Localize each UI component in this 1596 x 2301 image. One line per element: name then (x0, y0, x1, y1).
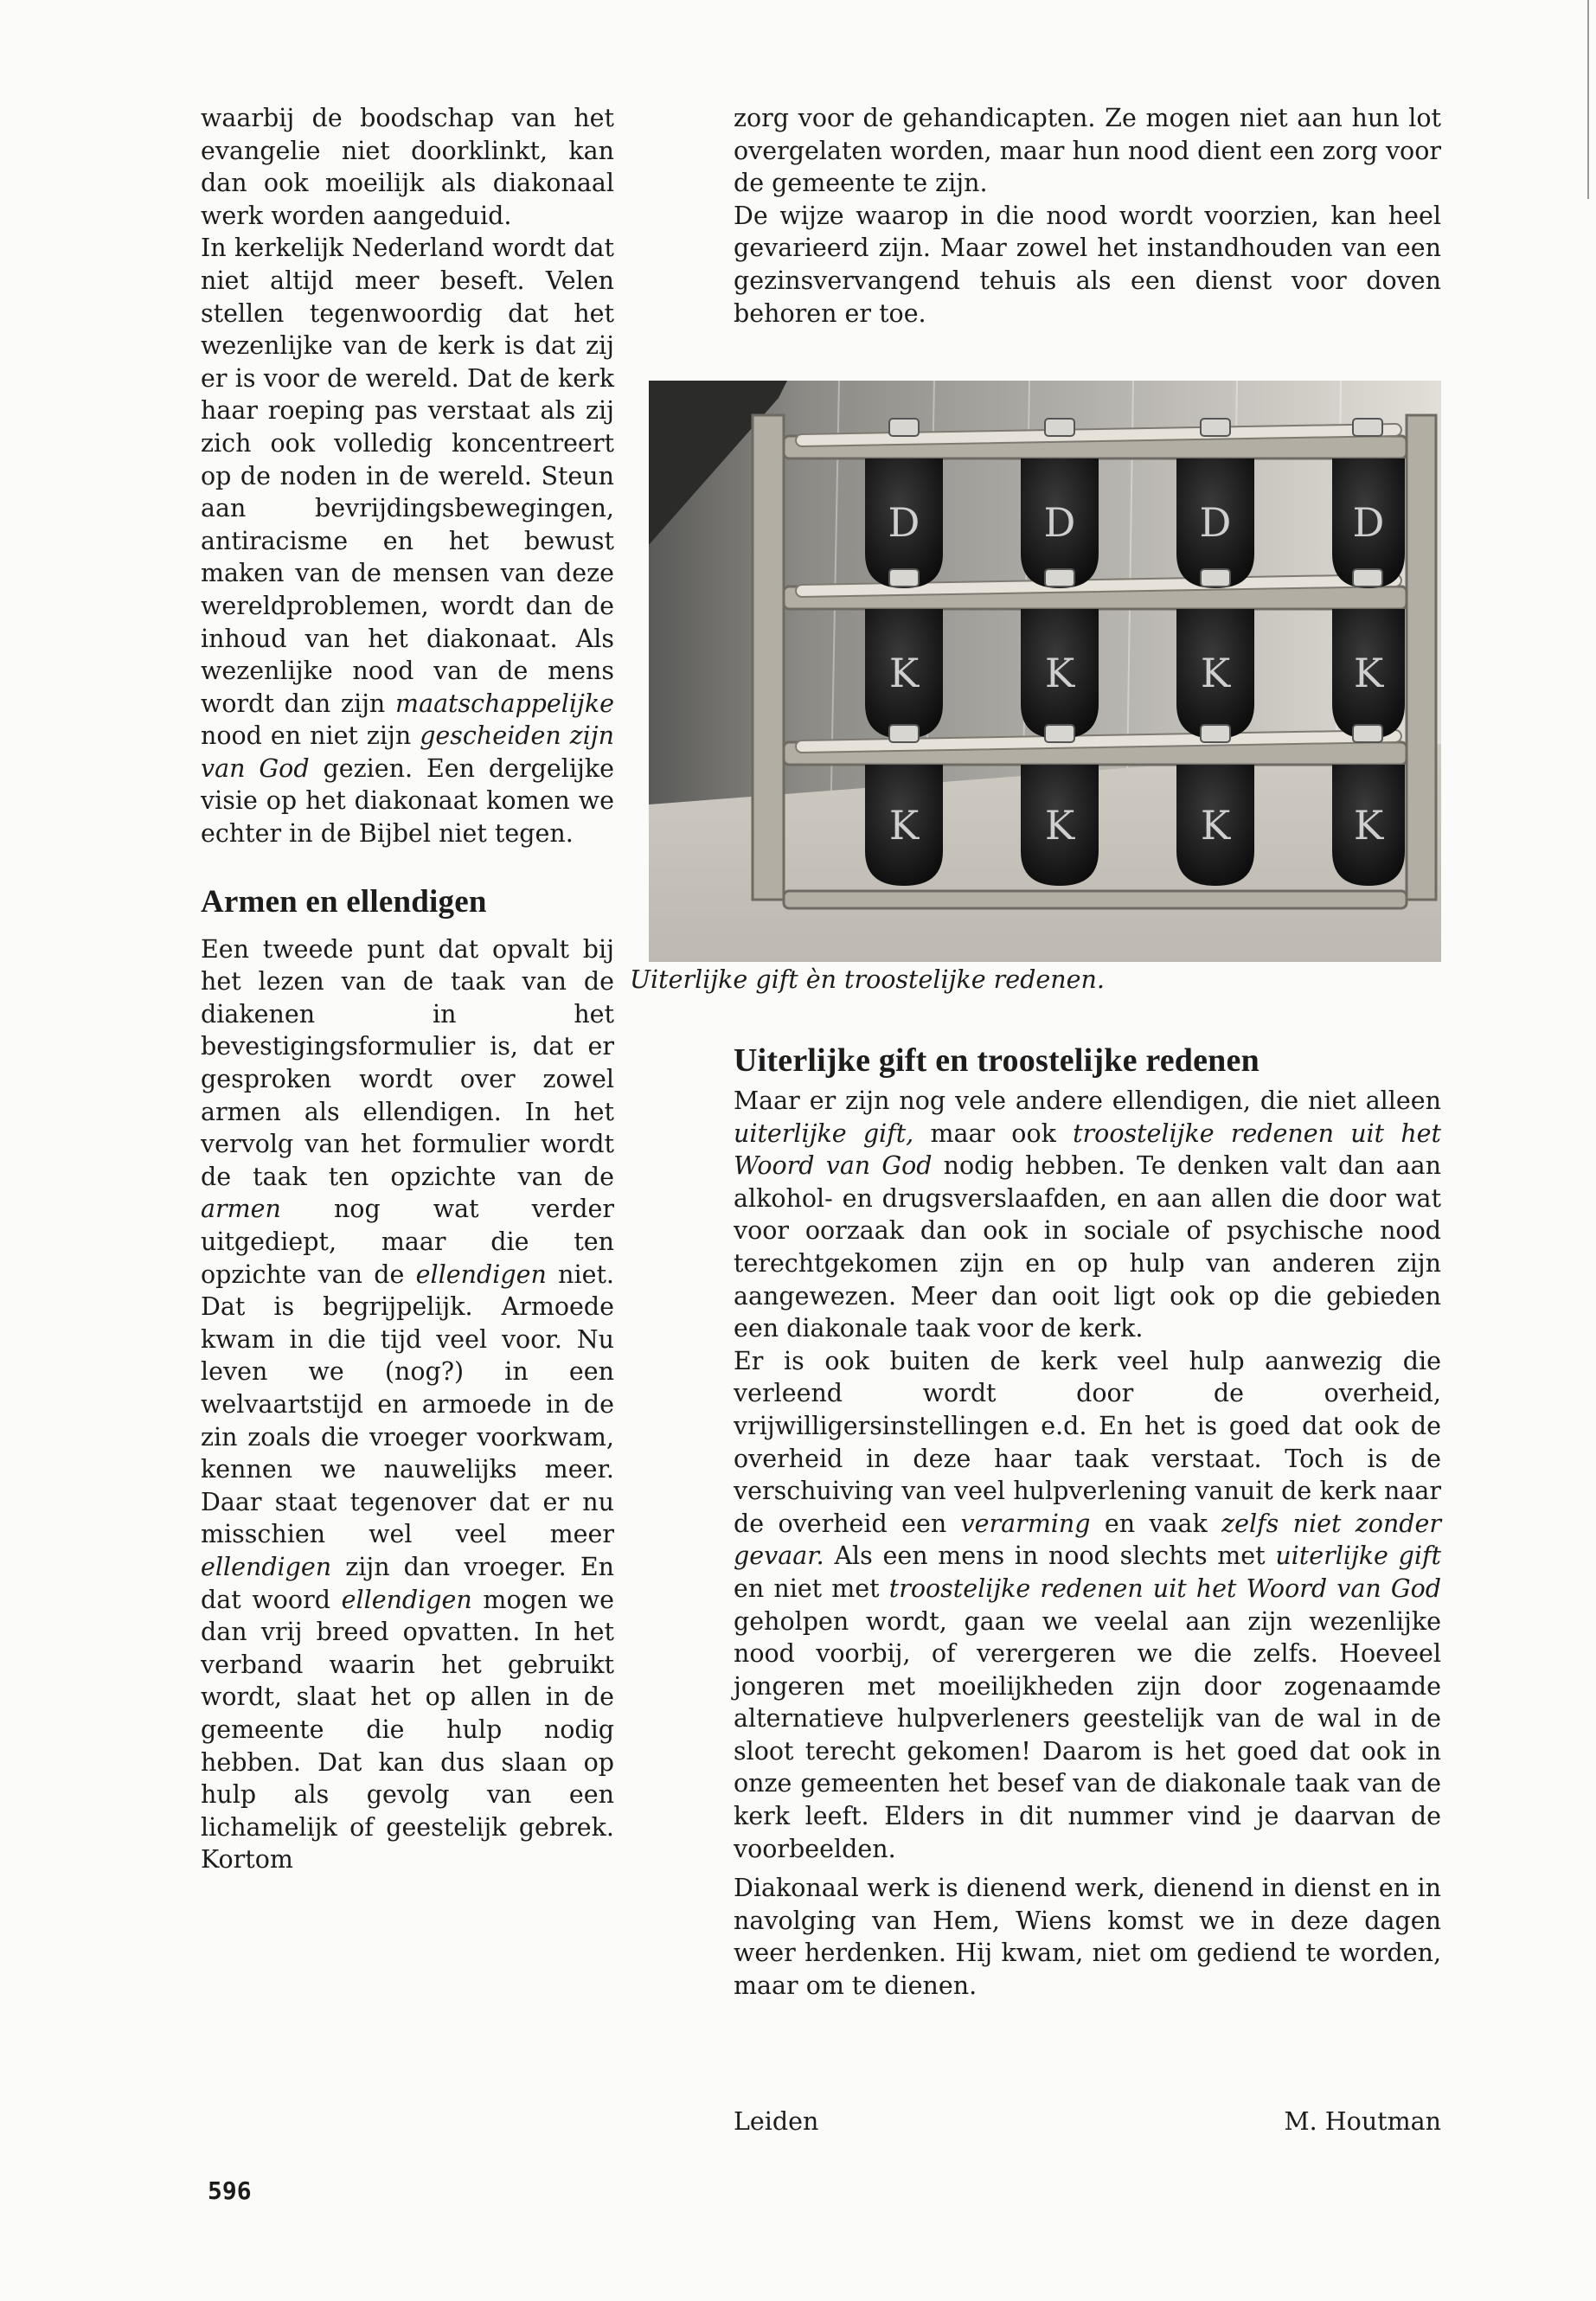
right-column-top (734, 102, 1441, 330)
bag-label: K (1353, 650, 1384, 696)
right-paragraph-1: zorg voor de gehandicapten. Ze mogen niet aan hun lot overgelaten worden, maar hun nood dient een zorg voor de gemeente te zijn. (734, 104, 1441, 198)
section-heading-uiterlijke-gift: Uiterlijke gift en troostelijke redenen (734, 1042, 1259, 1079)
bag-label: K (888, 650, 920, 696)
right-paragraph-3: Maar er zijn nog vele andere ellendigen, die niet alleen uiterlijke gift, maar ook troostelijke redenen uit het Woord van God nodig hebben. Te denken valt dan aan alkohol- en drugsverslaafden, en aan allen die door wat voor oorzaak dan ook in sociale of psychische nood terechtgekomen zijn en op hulp van anderen zijn aangewezen. Meer dan ooit ligt ook op die gebieden een diakonale taak voor de kerk. (734, 1086, 1441, 1343)
signature-place: Leiden (734, 2107, 819, 2136)
bag-label: D (888, 499, 920, 546)
signature-line (734, 2106, 1441, 2138)
left-column (201, 102, 614, 1876)
left-paragraph-3: Een tweede punt dat opvalt bij het lezen van de taak van de diakenen in het bevestigingsformulier is, dat er gesproken wordt over zowel armen als ellendigen. In het vervolg van het formulier wordt de taak ten opzichte van de armen nog wat verder uitgediept, maar die ten opzichte van de ellendigen niet. Dat is begrijpelijk. Armoede kwam in die tijd veel voor. Nu leven we (nog?) in een welvaartstijd en armoede in de zin zoals die vroeger voorkwam, kennen we nauwelijks meer. Daar staat tegenover dat er nu misschien wel veel meer ellendigen zijn dan vroeger. En dat woord ellendigen mogen we dan vrij breed opvatten. In het verband waarin het gebruikt wordt, slaat het op allen in de gemeente die hulp nodig hebben. Dat kan dus slaan op hulp als gevolg van een lichamelijk of geestelijk gebrek. Kortom (201, 934, 615, 1875)
bag-label: K (1200, 650, 1231, 696)
photo-illustration (649, 381, 1441, 962)
right-paragraph-5: Diakonaal werk is dienend werk, dienend in dienst en in navolging van Hem, Wiens komst we in deze dagen weer herdenken. Hij kwam, niet om gediend te worden, maar om te dienen. (734, 1874, 1441, 2001)
left-paragraph-2: In kerkelijk Nederland wordt dat niet altijd meer beseft. Velen stellen tegenwoordig dat het wezenlijke van de kerk is dat zij er is voor de wereld. Dat de kerk haar roeping pas verstaat als zij zich ook volledig koncentreert op de noden in de wereld. Steun aan bevrijdingsbewegingen, antiracisme en het bewust maken van de mensen van deze wereldproblemen, wordt dan de inhoud van het diakonaat. Als wezenlijke nood van de mens wordt dan zijn maatschappelijke nood en niet zijn gescheiden zijn van God gezien. Een dergelijke visie op het diakonaat komen we echter in de Bijbel niet tegen. (201, 234, 614, 849)
bag-label: K (1044, 802, 1075, 849)
page-edge-line (1587, 0, 1589, 199)
bag-label: K (1044, 650, 1075, 696)
signature-author: M. Houtman (1284, 2107, 1441, 2136)
bag-label: K (1200, 802, 1231, 849)
bag-label: D (1199, 499, 1232, 546)
photo-collection-bags (649, 381, 1441, 962)
photo-caption: Uiterlijke gift èn troostelijke redenen. (630, 965, 1105, 994)
bag-label: D (1043, 499, 1076, 546)
bag-label: D (1352, 499, 1385, 546)
bag-label: K (888, 802, 920, 849)
right-paragraph-2: De wijze waarop in die nood wordt voorzien, kan heel gevarieerd zijn. Maar zowel het instandhouden van een gezinsvervangend tehuis als een dienst voor doven behoren er toe. (734, 201, 1441, 328)
right-paragraph-4: Er is ook buiten de kerk veel hulp aanwezig die verleend wordt door de overheid, vrijwilligersinstellingen e.d. En het is goed dat ook de overheid in deze haar taak verstaat. Toch is de verschuiving van veel hulpverlening vanuit de kerk naar de overheid een verarming en vaak zelfs niet zonder gevaar. Als een mens in nood slechts met uiterlijke gift en niet met troostelijke redenen uit het Woord van God geholpen wordt, gaan we veelal aan zijn wezenlijke nood voorbij, of verergeren we die zelfs. Hoeveel jongeren met moeilijkheden zijn door zogenaamde alternatieve hulpverleners geestelijk van de wal in de sloot terecht gekomen! Daarom is het goed dat ook in onze gemeenten het besef van de diakonale taak van de kerk leeft. Elders in dit nummer vind je daarvan de voorbeelden. (734, 1346, 1441, 1863)
page-number: 596 (208, 2176, 252, 2205)
section-heading-armen: Armen en ellendigen (201, 883, 487, 920)
left-paragraph-1: waarbij de boodschap van het evangelie niet doorklinkt, kan dan ook moeilijk als diakonaal werk worden aangeduid. (201, 104, 614, 230)
bag-label: K (1353, 802, 1384, 849)
right-column-bottom (734, 1042, 1441, 2003)
